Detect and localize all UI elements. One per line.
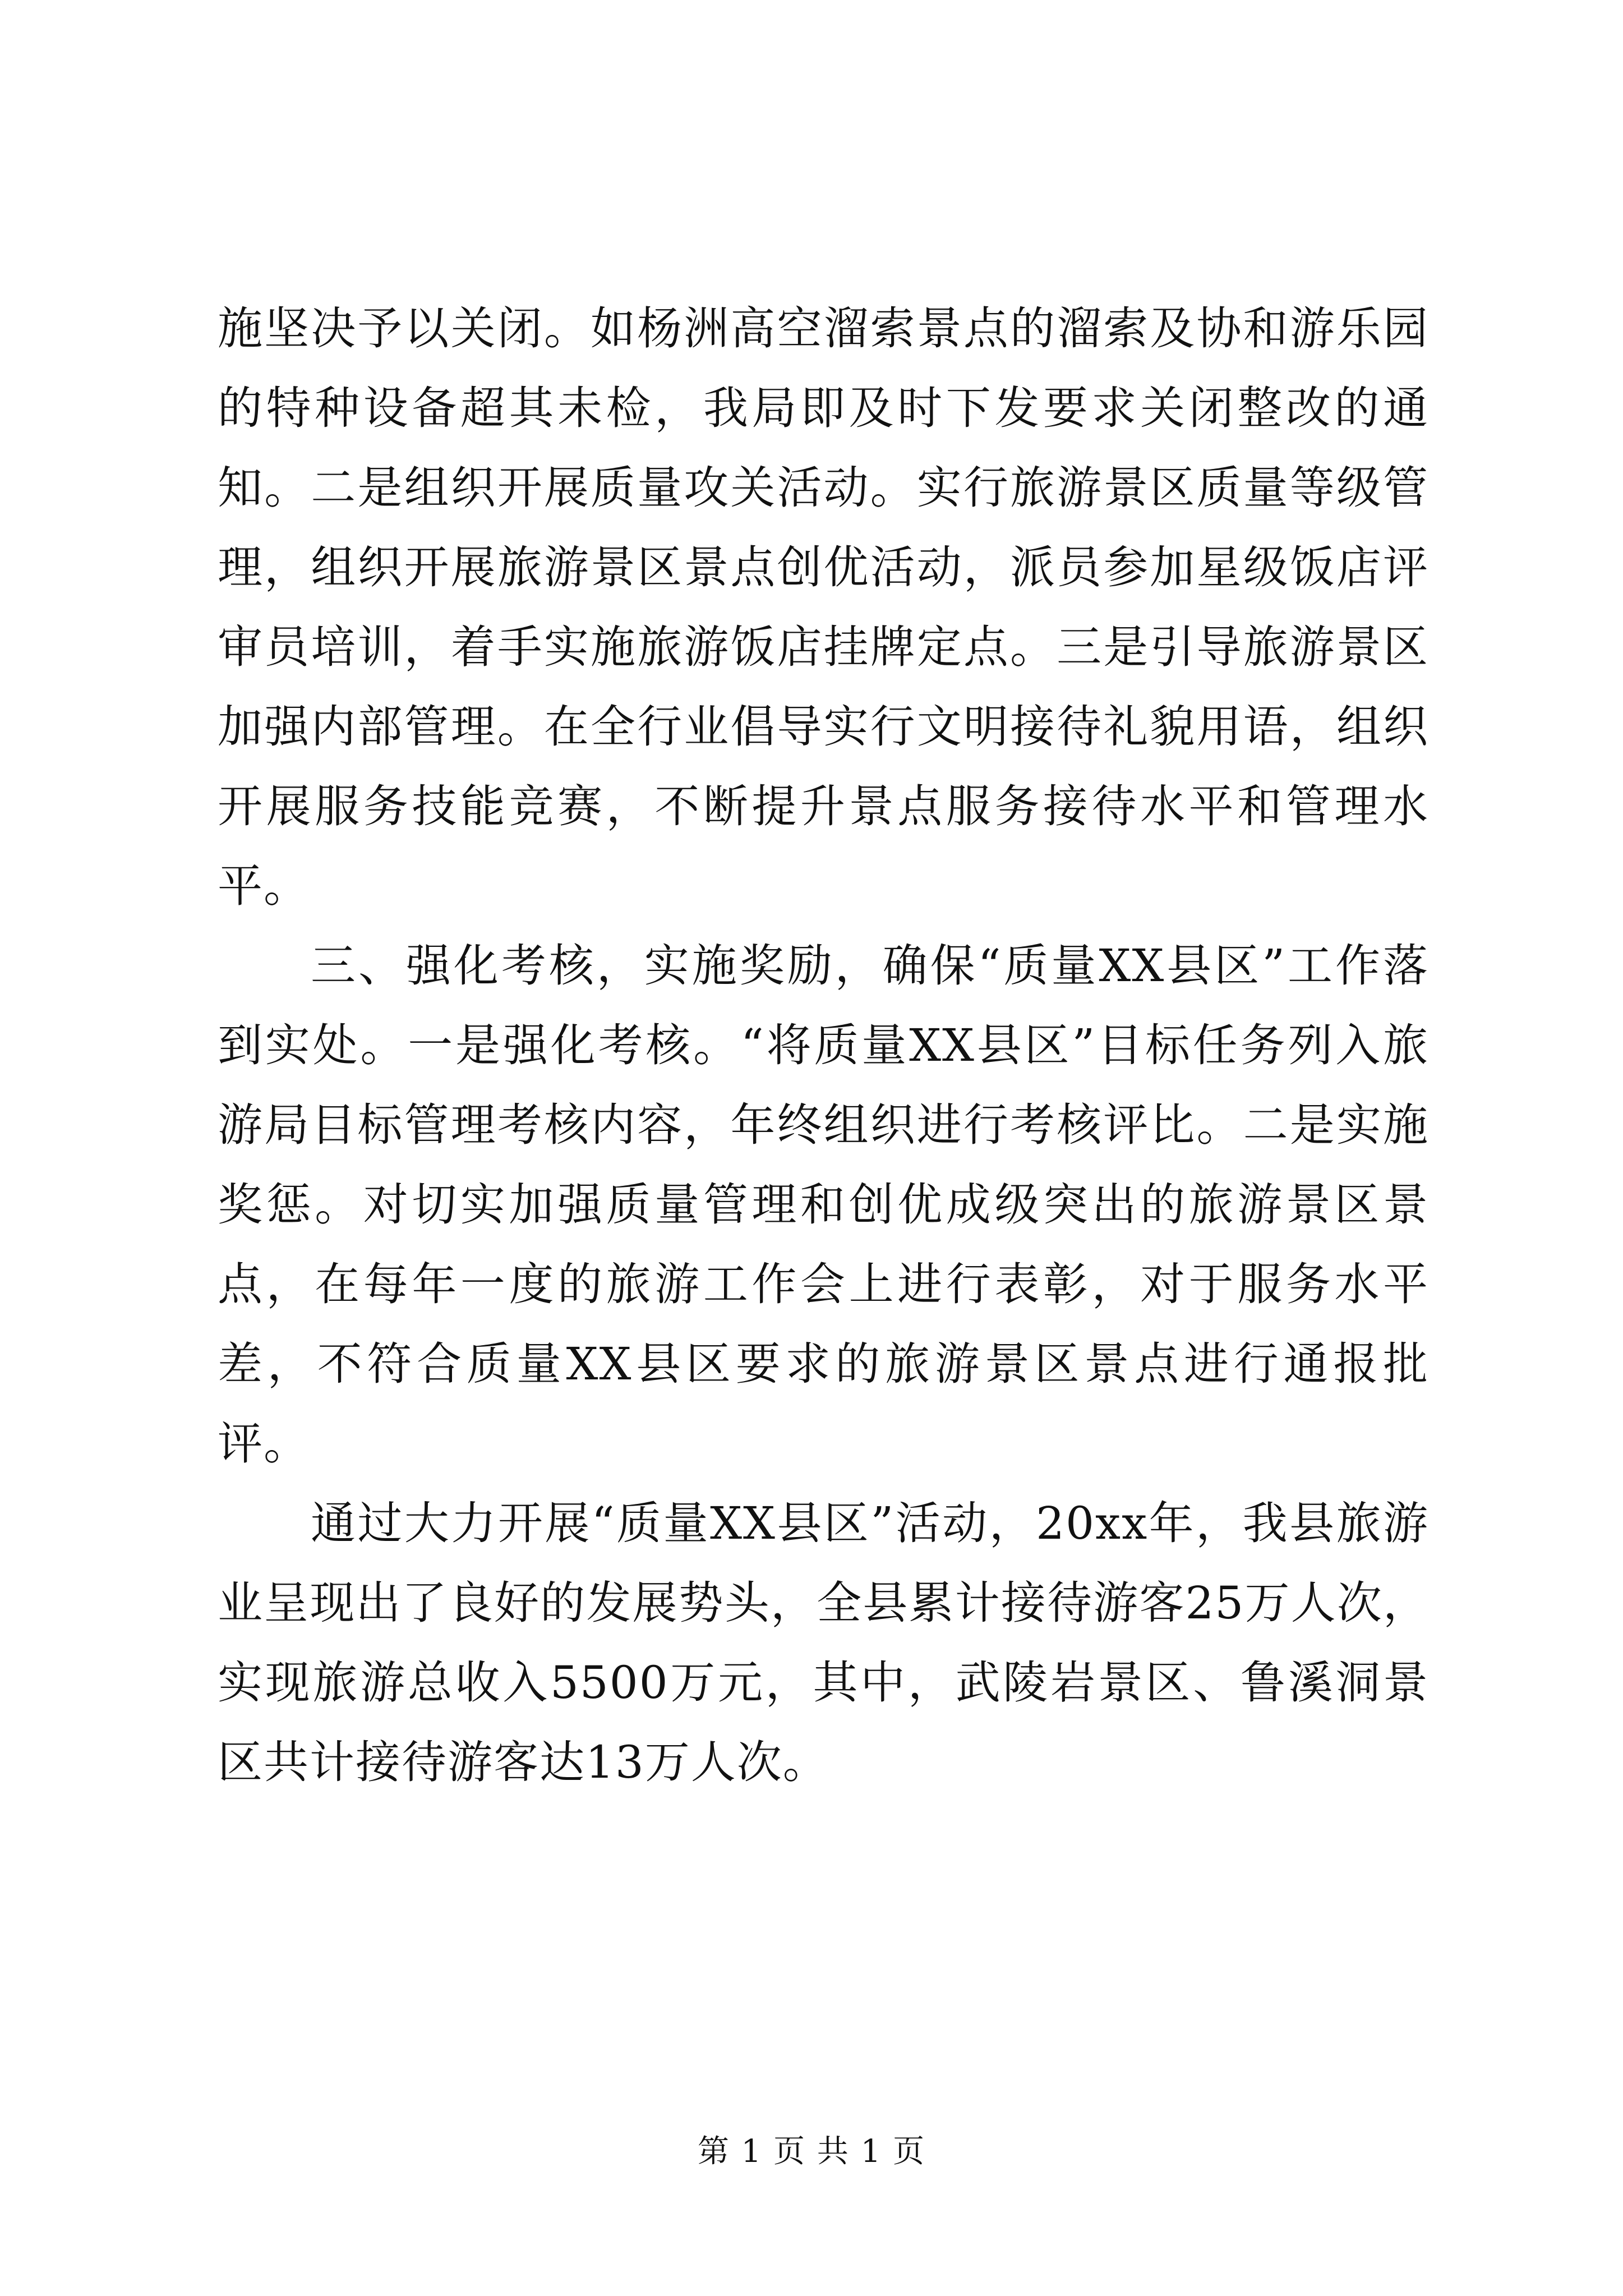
- paragraph-section-three: 三、强化考核，实施奖励，确保“质量XX县区”工作落到实处。一是强化考核。“将质量XX县区”目标任务列入旅游局目标管理考核内容，年终组织进行考核评比。二是实施奖惩。对切实加强质量管理和创优成级突出的旅游景区景点，在每年一度的旅游工作会上进行表彰，对于服务水平差，不符合质量XX县区要求的旅游景区景点进行通报批评。: [218, 940, 1429, 1470]
- page-footer: 第 1 页 共 1 页: [697, 2133, 926, 2170]
- paragraph-continuation: 施坚决予以关闭。如杨洲高空溜索景点的溜索及协和游乐园的特种设备超其未检，我局即及时下发要求关闭整改的通知。二是组织开展质量攻关活动。实行旅游景区质量等级管理，组织开展旅游景区景点创优活动，派员参加星级饭店评审员培训，着手实施旅游饭店挂牌定点。三是引导旅游景区加强内部管理。在全行业倡导实行文明接待礼貌用语，组织开展服务技能竞赛，不断提升景点服务接待水平和管理水平。: [218, 302, 1429, 912]
- document-body: [218, 289, 1429, 1802]
- paragraph-summary: 通过大力开展“质量XX县区”活动，20xx年，我县旅游业呈现出了良好的发展势头，全县累计接待游客25万人次，实现旅游总收入5500万元，其中，武陵岩景区、鲁溪洞景区共计接待游客达13万人次。: [218, 1497, 1429, 1788]
